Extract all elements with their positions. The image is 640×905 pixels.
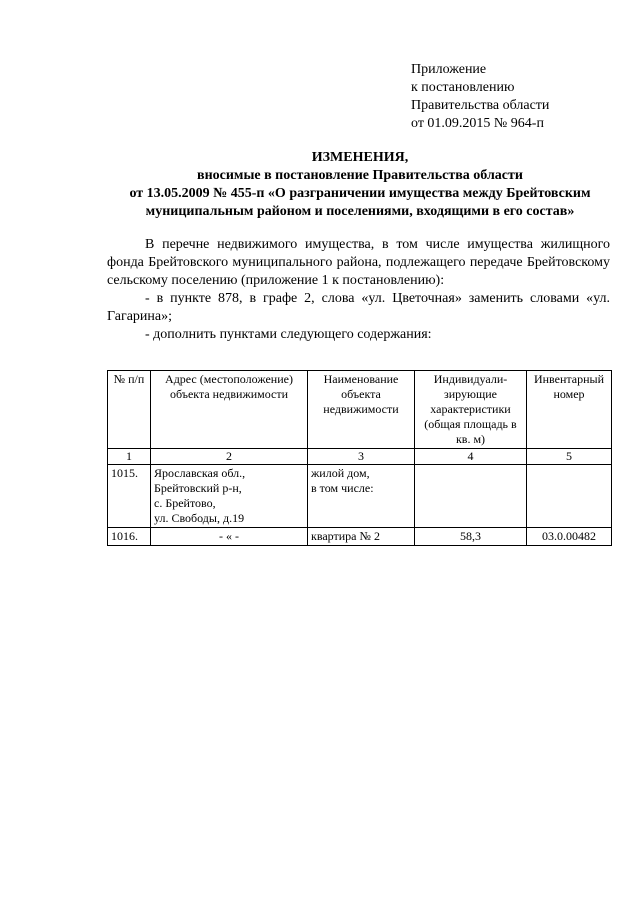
body-text xyxy=(107,236,610,344)
paragraph-item: - в пункте 878, в графе 2, слова «ул. Цветочная» заменить словами «ул. Гагарина»; xyxy=(107,291,610,324)
table-row xyxy=(108,528,612,546)
object-name-cell xyxy=(308,528,415,546)
area-cell xyxy=(415,465,527,528)
column-number: 3 xyxy=(308,449,415,465)
title-line: вносимые в постановление Правительства области xyxy=(197,168,523,183)
paragraph-item: - дополнить пунктами следующего содержания: xyxy=(145,327,432,342)
column-number: 5 xyxy=(527,449,612,465)
appendix-line: Правительства области xyxy=(411,98,550,113)
address-line: Ярославская обл., xyxy=(154,466,246,480)
object-name-cell xyxy=(308,465,415,528)
row-number: 1016. xyxy=(108,528,151,546)
header-cell-inventory: Инвентарный номер xyxy=(527,371,612,449)
title-line: муниципальным районом и поселениями, входящими в его состав» xyxy=(145,204,575,219)
object-name-line: в том числе: xyxy=(311,481,374,495)
appendix-block xyxy=(411,61,549,133)
address-line: Брейтовский р-н, xyxy=(154,481,242,495)
property-table xyxy=(107,370,612,546)
header-cell-characteristics: Индивидуали-зирующие характеристики (общая площадь в кв. м) xyxy=(415,371,527,449)
object-name-line: жилой дом, xyxy=(311,466,370,480)
title-line: от 13.05.2009 № 455-п «О разграничении имущества между Брейтовским xyxy=(129,186,591,201)
appendix-line: от 01.09.2015 № 964-п xyxy=(411,116,544,131)
area-cell: 58,3 xyxy=(415,528,527,546)
header-cell-address: Адрес (местоположение) объекта недвижимости xyxy=(151,371,308,449)
appendix-line: Приложение xyxy=(411,62,487,77)
header-cell-number: № п/п xyxy=(108,371,151,449)
row-number: 1015. xyxy=(108,465,151,528)
address-line: - « - xyxy=(219,529,239,543)
paragraph-intro: В перечне недвижимого имущества, в том числе имущества жилищного фонда Брейтовского муниципального района, подлежащего передаче Брейтовскому сельскому поселению (приложение 1 к постановлению): xyxy=(107,237,610,288)
column-number: 2 xyxy=(151,449,308,465)
table-row xyxy=(108,465,612,528)
appendix-line: к постановлению xyxy=(411,80,515,95)
address-cell xyxy=(151,528,308,546)
header-cell-name: Наименование объекта недвижимости xyxy=(308,371,415,449)
address-line: ул. Свободы, д.19 xyxy=(154,511,245,525)
inventory-cell: 03.0.00482 xyxy=(527,528,612,546)
column-number: 1 xyxy=(108,449,151,465)
document-title xyxy=(90,149,630,221)
object-name-line: квартира № 2 xyxy=(311,529,380,543)
inventory-cell xyxy=(527,465,612,528)
address-line: с. Брейтово, xyxy=(154,496,216,510)
column-number-row xyxy=(108,449,612,465)
table-header-row xyxy=(108,371,612,449)
column-number: 4 xyxy=(415,449,527,465)
title-line: ИЗМЕНЕНИЯ, xyxy=(311,150,409,165)
address-cell xyxy=(151,465,308,528)
